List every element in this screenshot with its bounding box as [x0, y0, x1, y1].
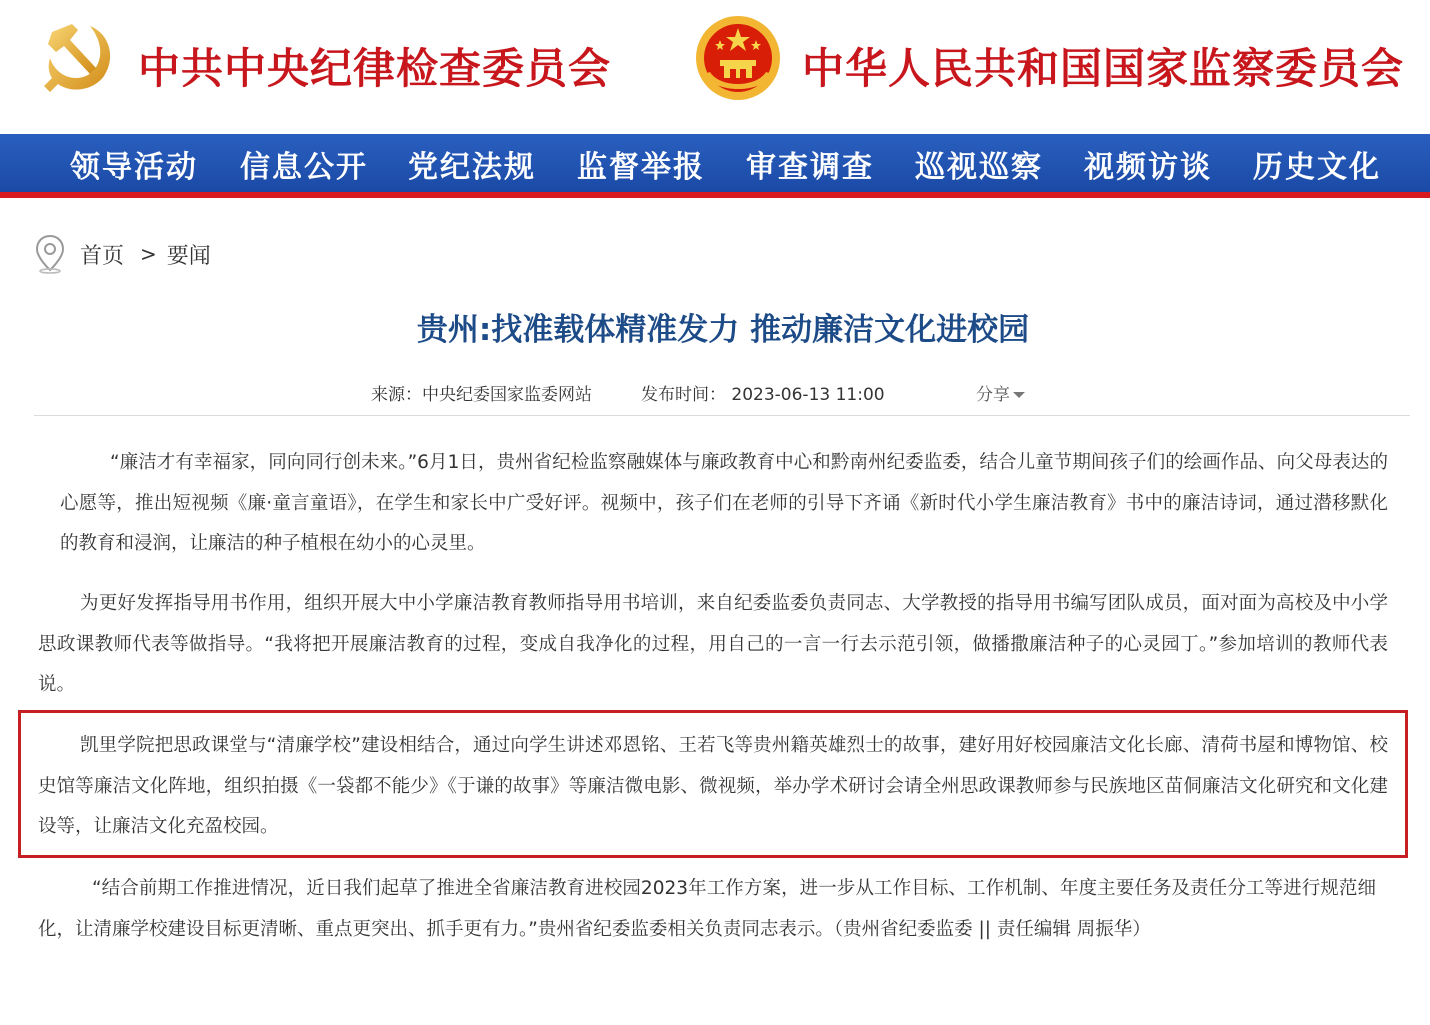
main-navigation [0, 134, 1430, 198]
nav-item-video[interactable]: 视频访谈 [1084, 150, 1212, 185]
article-title: 贵州:找准载体精准发力 推动廉洁文化进校园 [416, 312, 1030, 348]
article-paragraph: “廉洁才有幸福家，同向同行创未来。”6月1日，贵州省纪检监察融媒体与廉政教育中心和黔南州纪委监委，结合儿童节期间孩子们的绘画作品、向父母表达的心愿等，推出短视频《廉·童言童语》，在学生和家长中广受好评。视频中，孩子们在老师的引导下齐诵《新时代小学生廉洁教育》书中的廉洁诗词，通过潜移默化的教育和浸润，让廉洁的种子植根在幼小的心灵里。 [60, 452, 1388, 554]
nav-item-report[interactable]: 监督举报 [577, 150, 705, 185]
hammer-sickle-emblem-icon[interactable] [38, 18, 118, 98]
nav-item-inspection[interactable]: 巡视巡察 [915, 150, 1043, 185]
breadcrumb [34, 234, 211, 274]
breadcrumb-home-link[interactable]: 首页 [80, 243, 125, 269]
article-publish-time: 发布时间： 2023-06-13 11:00 [641, 385, 885, 405]
national-supervisory-commission-title: 中华人民共和国国家监察委员会 [802, 44, 1405, 93]
share-dropdown[interactable] [976, 380, 1025, 405]
article-paragraph: “结合前期工作推进情况，近日我们起草了推进全省廉洁教育进校园2023年工作方案，进一步从工作目标、工作机制、年度主要任务及责任分工等进行规范细化，让清廉学校建设目标更清晰、重点更突出、抓手更有力。”贵州省纪委监委相关负责同志表示。（贵州省纪委监委 || 责任编辑 周振华） [38, 878, 1376, 940]
nav-item-history[interactable]: 历史文化 [1253, 150, 1381, 185]
share-label: 分享 [976, 385, 1010, 405]
article-paragraph-highlighted: 凯里学院把思政课堂与“清廉学校”建设相结合，通过向学生讲述邓恩铭、王若飞等贵州籍英雄烈士的故事，建好用好校园廉洁文化长廊、清荷书屋和博物馆、校史馆等廉洁文化阵地，组织拍摄《一袋都不能少》《于谦的故事》等廉洁微电影、微视频，举办学术研讨会请全州思政课教师参与民族地区苗侗廉洁文化研究和文化建设等，让廉洁文化充盈校园。 [38, 735, 1388, 837]
article-paragraph: 为更好发挥指导用书作用，组织开展大中小学廉洁教育教师指导用书培训，来自纪委监委负责同志、大学教授的指导用书编写团队成员，面对面为高校及中小学思政课教师代表等做指导。“我将把开展廉洁教育的过程，变成自我净化的过程，用自己的一言一行去示范引领，做播撒廉洁种子的心灵园丁。”参加培训的教师代表说。 [38, 593, 1388, 695]
nav-item-regulations[interactable]: 党纪法规 [408, 150, 536, 185]
site-header [0, 0, 1430, 134]
nav-item-leadership[interactable]: 领导活动 [70, 150, 198, 185]
nav-item-information[interactable]: 信息公开 [240, 150, 368, 185]
header-divider [34, 415, 1410, 416]
cpc-commission-title: 中共中央纪律检查委员会 [138, 44, 612, 93]
breadcrumb-separator: > [140, 242, 157, 266]
caret-down-icon [1013, 392, 1025, 398]
article-source: 来源：中央纪委国家监委网站 [371, 385, 592, 405]
national-emblem-icon[interactable] [694, 14, 782, 102]
location-pin-icon [34, 234, 66, 274]
nav-item-investigation[interactable]: 审查调查 [746, 150, 874, 185]
breadcrumb-current[interactable]: 要闻 [166, 243, 211, 269]
